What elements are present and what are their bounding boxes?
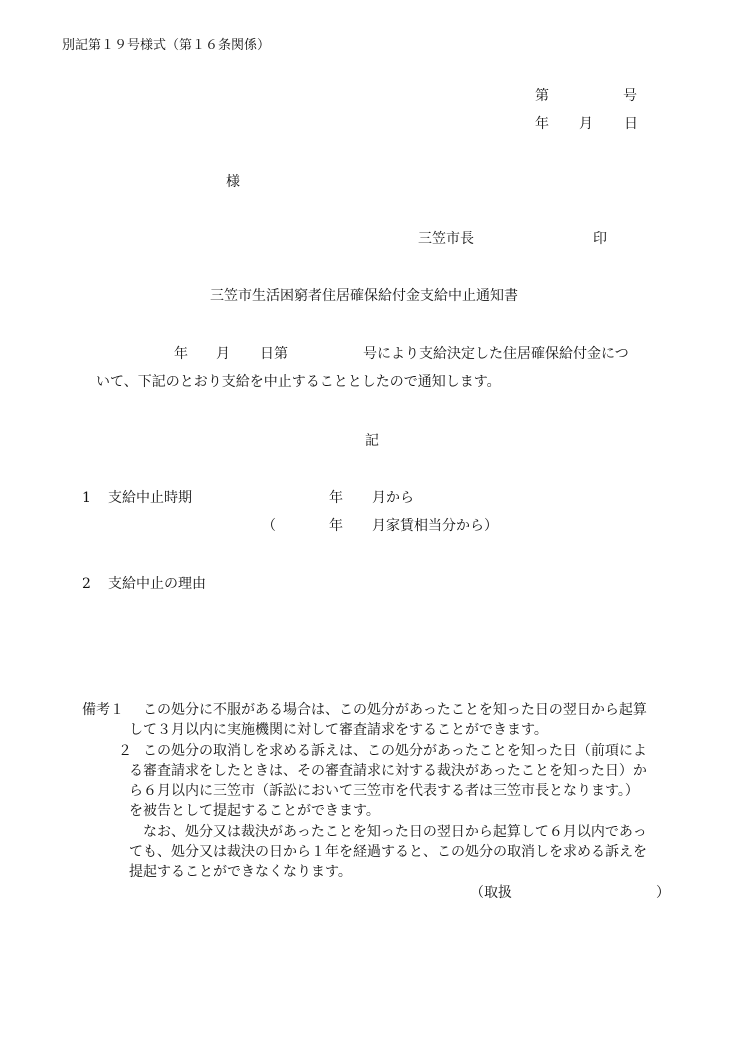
document-title: 三笠市生活困窮者住居確保給付金支給中止通知書: [210, 288, 518, 304]
remark2-line-1: この処分の取消しを求める訴えは、この処分があったことを知った日（前項によ: [143, 743, 647, 759]
form-label: 別記第１９号様式（第１６条関係）: [62, 38, 271, 53]
remark1-head: 備考１: [82, 702, 124, 718]
item1-number: 1: [82, 490, 91, 506]
item1-sub-month: 月家賃相当分から）: [372, 518, 498, 534]
remark1-line-2: して３月以内に実施機関に対して審査請求をすることができます。: [129, 722, 548, 738]
item2-label: 支給中止の理由: [108, 576, 206, 592]
ref-day-number: 日第: [260, 346, 288, 362]
item1-year: 年: [329, 490, 343, 506]
item1-month-from: 月から: [372, 490, 414, 506]
addressee-honorific: 様: [226, 174, 240, 190]
remark1-line-1: この処分に不服がある場合は、この処分があったことを知った日の翌日から起算: [143, 702, 647, 718]
remark3-line-2: ても、処分又は裁決の日から１年を経過すると、この処分の取消しを求める訴えを: [129, 844, 647, 860]
remark3-line-1: なお、処分又は裁決があったことを知った日の翌日から起算して６月以内であっ: [143, 824, 647, 840]
remark2-line-2: る審査請求をしたときは、その審査請求に対する裁決があったことを知った日）か: [129, 763, 647, 779]
ref-rest: 号により支給決定した住居確保給付金につ: [363, 346, 629, 362]
handler-open: （取扱: [470, 885, 512, 901]
date-month: 月: [579, 116, 593, 132]
remark2-line-3: ら６月以内に三笠市（訴訟において三笠市を代表する者は三笠市長となります。）: [129, 783, 639, 799]
remark3-line-3: 提起することができなくなります。: [129, 864, 352, 880]
item1-sub-year: 年: [329, 518, 343, 534]
number-prefix: 第: [535, 88, 549, 104]
issuer-seal: 印: [593, 231, 607, 247]
remark2-line-4: を被告として提起することができます。: [129, 803, 380, 819]
ki-heading: 記: [365, 433, 379, 449]
date-year: 年: [535, 116, 549, 132]
item1-paren-open: （: [262, 518, 276, 534]
date-day: 日: [624, 116, 638, 132]
ref-year: 年: [174, 346, 188, 362]
ref-month: 月: [216, 346, 230, 362]
remark2-head: ２: [118, 743, 132, 759]
body-line-2: いて、下記のとおり支給を中止することとしたので通知します。: [96, 374, 501, 390]
handler-close: ）: [656, 885, 670, 901]
item2-number: 2: [82, 576, 91, 592]
issuer-title: 三笠市長: [418, 231, 474, 247]
number-suffix: 号: [623, 88, 637, 104]
item1-label: 支給中止時期: [108, 490, 192, 506]
